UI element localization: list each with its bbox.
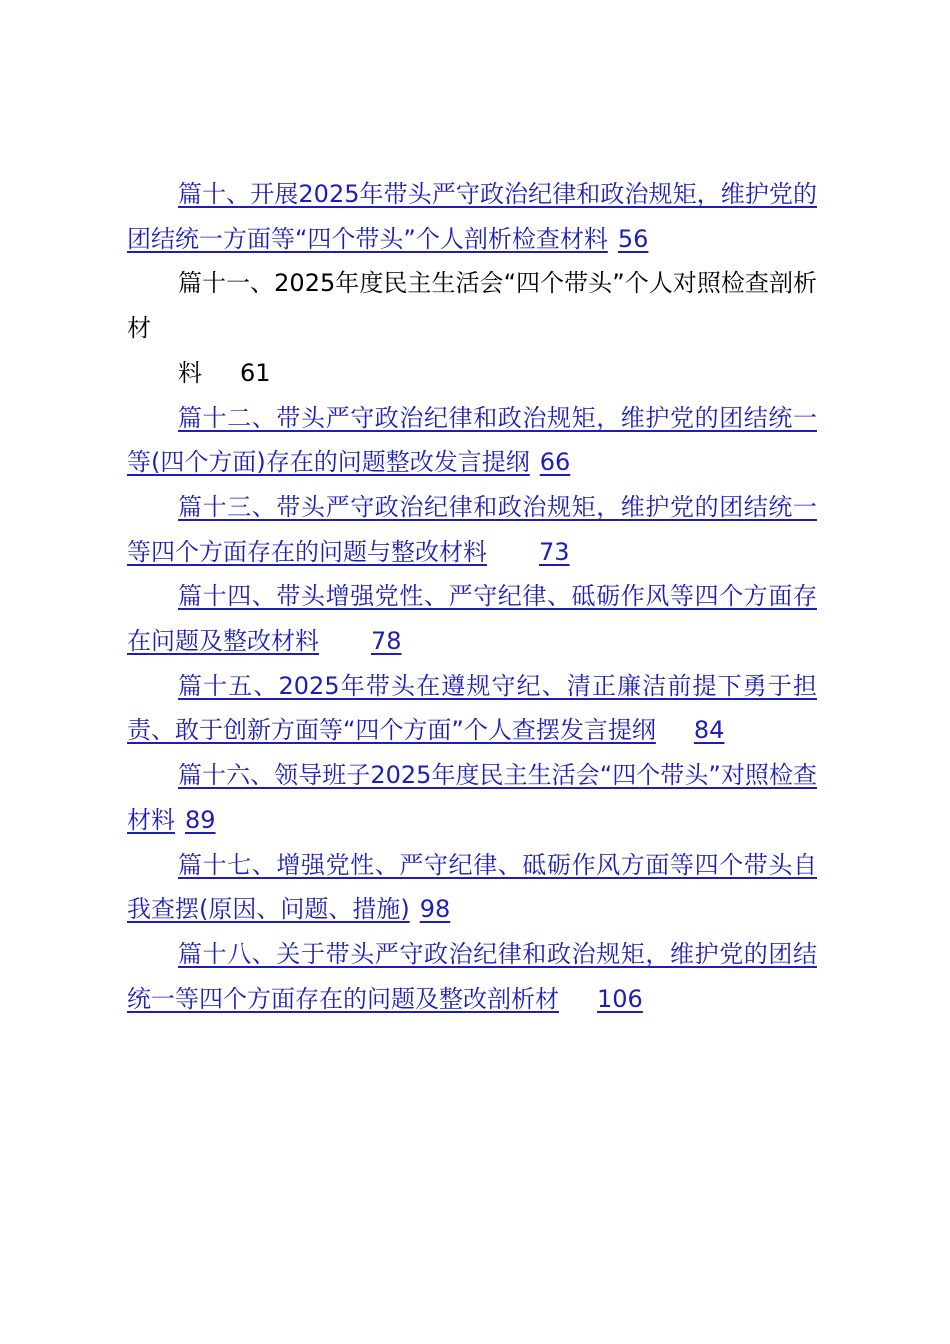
toc-entry-text: 篇十一、2025年度民主生活会“四个带头”个人对照检查剖析材 [127,269,817,343]
toc-entry-text[interactable]: 篇十七、增强党性、严守纪律、砥砺作风方面等四个带头自我查摆(原因、问题、措施) [127,850,817,924]
toc-entry-text[interactable]: 篇十二、带头严守政治纪律和政治规矩，维护党的团结统一等(四个方面)存在的问题整改发言提纲 [127,403,817,477]
toc-entry-13[interactable] [127,485,817,574]
toc-entry-17[interactable] [127,843,817,932]
toc-entry-11 [127,261,817,395]
toc-page-number[interactable]: 56 [617,224,649,253]
toc-page-number[interactable]: 66 [539,448,571,477]
toc-page-number[interactable]: 84 [693,716,725,745]
toc-entry-text-tail: 料 [178,358,202,387]
toc-page-number[interactable]: 73 [539,537,570,566]
toc-page-number: 61 [240,358,271,387]
toc-entry-text[interactable]: 篇十三、带头严守政治纪律和政治规矩，维护党的团结统一等四个方面存在的问题与整改材料 [127,492,817,566]
toc-entry-text[interactable]: 篇十四、带头增强党性、严守纪律、砥砺作风等四个方面存在问题及整改材料 [127,582,817,656]
toc-entry-14[interactable] [127,574,817,663]
toc-entry-15[interactable] [127,664,817,753]
toc-page-number[interactable]: 89 [185,805,216,834]
toc-entry-12[interactable] [127,396,817,485]
toc-entry-text[interactable]: 篇十八、关于带头严守政治纪律和政治规矩，维护党的团结统一等四个方面存在的问题及整改剖析材 [127,939,817,1013]
toc-entry-text[interactable]: 篇十六、领导班子2025年度民主生活会“四个带头”对照检查材料 [127,761,817,834]
toc-entry-16[interactable] [127,753,817,842]
toc-entry-text[interactable]: 篇十、开展2025年带头严守政治纪律和政治规矩，维护党的团结统一方面等“四个带头”个人剖析检查材料 [127,180,817,253]
toc-entry-18[interactable] [127,932,817,1021]
toc-page-number[interactable]: 106 [597,984,643,1013]
toc-page-number[interactable]: 78 [371,627,402,656]
table-of-contents [127,172,817,1021]
toc-entry-continuation [127,351,817,396]
toc-page-number[interactable]: 98 [419,895,451,924]
toc-entry-10[interactable] [127,172,817,261]
toc-entry-text[interactable]: 篇十五、2025年带头在遵规守纪、清正廉洁前提下勇于担责、敢于创新方面等“四个方面”个人查摆发言提纲 [127,671,817,745]
